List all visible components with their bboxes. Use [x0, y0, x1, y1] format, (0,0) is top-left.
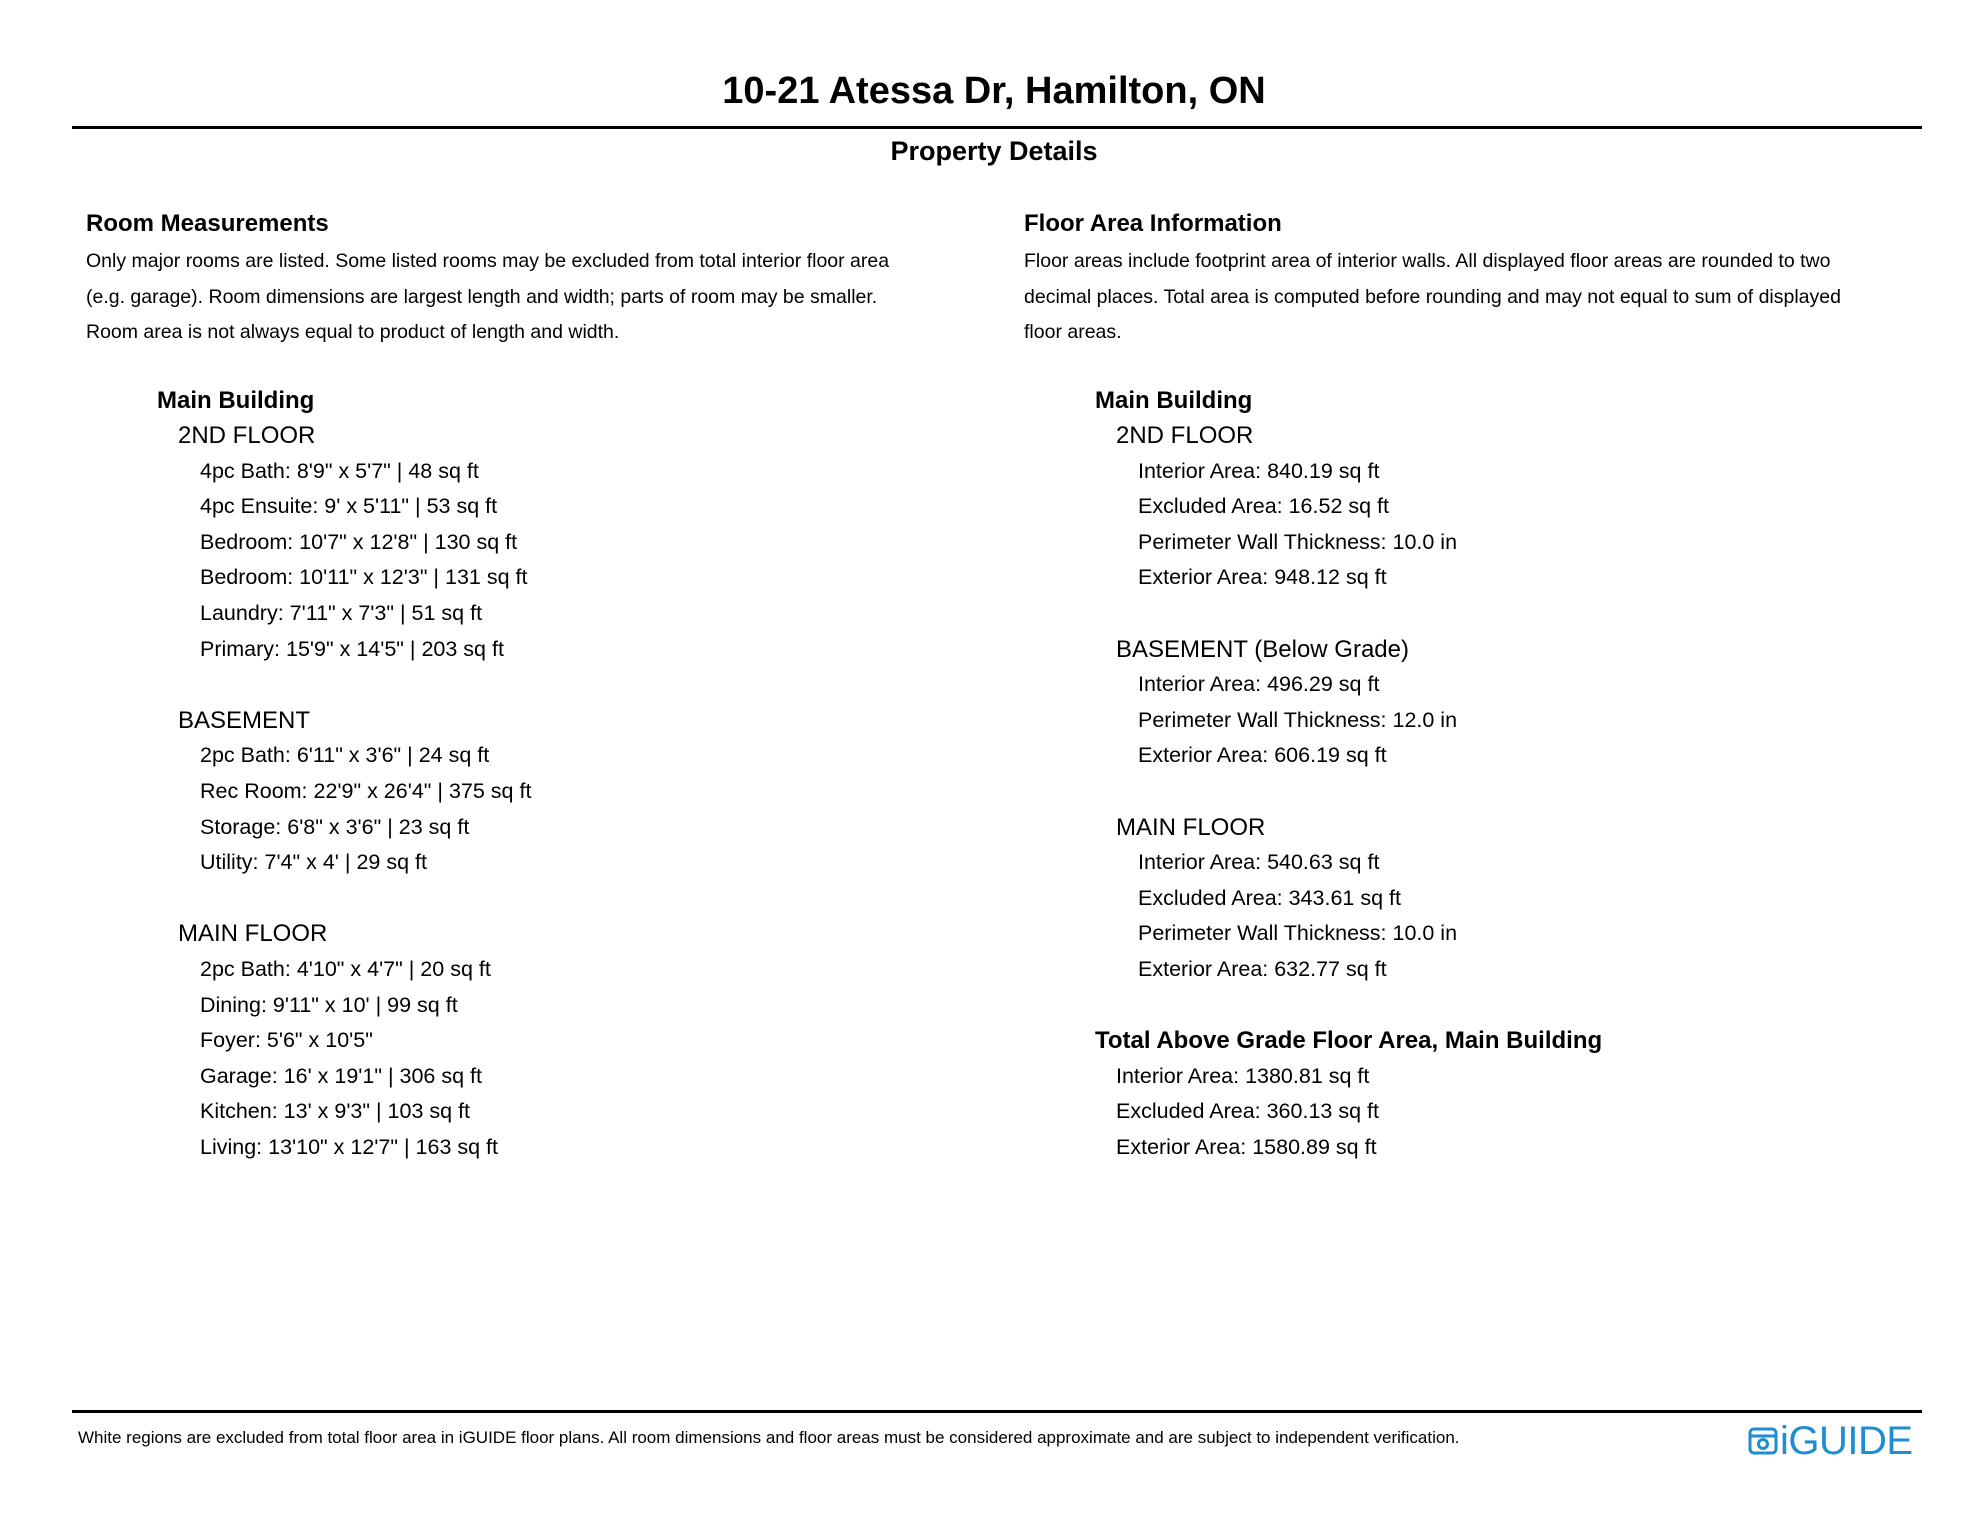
total-area-item: Exterior Area: 1580.89 sq ft — [1116, 1134, 1377, 1159]
note-line: Only major rooms are listed. Some listed rooms may be excluded from total interior floor area — [86, 250, 890, 272]
room-measurements-heading: Room Measurements — [86, 210, 329, 237]
note-line: decimal places. Total area is computed before rounding and may not equal to sum of displayed — [1024, 285, 1841, 308]
note-line: Room area is not always equal to product of length and width. — [86, 321, 620, 343]
iguide-logo — [1748, 1418, 1913, 1464]
floor-main — [178, 916, 1006, 1165]
floor-2nd — [178, 418, 1006, 667]
area-building-block — [1095, 383, 1934, 988]
room-item: Kitchen: 13' x 9'3" | 103 sq ft — [200, 1099, 471, 1124]
room-item: Primary: 15'9" x 14'5" | 203 sq ft — [200, 636, 504, 661]
area-item: Exterior Area: 948.12 sq ft — [1138, 565, 1387, 590]
floor-title: MAIN FLOOR — [178, 920, 328, 948]
floor-area-section — [1024, 206, 1934, 1166]
room-building-block — [157, 383, 1006, 1166]
room-item: 4pc Ensuite: 9' x 5'11" | 53 sq ft — [200, 494, 498, 519]
area-item: Excluded Area: 16.52 sq ft — [1138, 494, 1389, 519]
area-item: Interior Area: 540.63 sq ft — [1138, 850, 1380, 875]
area-item: Exterior Area: 632.77 sq ft — [1138, 957, 1387, 981]
area-item: Interior Area: 840.19 sq ft — [1138, 458, 1380, 483]
floor-title: 2ND FLOOR — [1116, 422, 1254, 450]
area-item: Excluded Area: 343.61 sq ft — [1138, 885, 1401, 910]
building-title: Main Building — [157, 386, 315, 414]
header-divider — [72, 126, 1922, 129]
floor-title: 2ND FLOOR — [178, 422, 316, 450]
room-item: Rec Room: 22'9" x 26'4" | 375 sq ft — [200, 779, 532, 804]
room-item: Foyer: 5'6" x 10'5" — [200, 1028, 373, 1053]
total-area-block — [1095, 1023, 1934, 1165]
page-subtitle: Property Details — [890, 136, 1098, 166]
iguide-logo-text: iGUIDE — [1780, 1419, 1913, 1463]
area-item: Interior Area: 496.29 sq ft — [1138, 672, 1380, 697]
room-item: Living: 13'10" x 12'7" | 163 sq ft — [200, 1134, 498, 1159]
room-item: Laundry: 7'11" x 7'3" | 51 sq ft — [200, 601, 483, 626]
room-item: 2pc Bath: 6'11" x 3'6" | 24 sq ft — [200, 743, 490, 768]
room-measurements-section — [86, 206, 1006, 1201]
room-item: Dining: 9'11" x 10' | 99 sq ft — [200, 992, 458, 1017]
room-item: 2pc Bath: 4'10" x 4'7" | 20 sq ft — [200, 957, 491, 981]
footer-divider — [72, 1410, 1922, 1413]
room-item: Bedroom: 10'11" x 12'3" | 131 sq ft — [200, 565, 528, 590]
room-item: Bedroom: 10'7" x 12'8" | 130 sq ft — [200, 529, 518, 554]
floor-title: BASEMENT — [178, 706, 311, 734]
room-item: Utility: 7'4" x 4' | 29 sq ft — [200, 850, 427, 875]
footer-disclaimer: White regions are excluded from total floor area in iGUIDE floor plans. All room dimensions and floor areas must be considered approximate and are subject to independent verification. — [78, 1428, 1460, 1447]
area-floor-main — [1116, 810, 1934, 988]
room-item: Garage: 16' x 19'1" | 306 sq ft — [200, 1063, 482, 1088]
floor-area-note — [1024, 244, 1934, 351]
area-floor-basement — [1116, 632, 1934, 774]
note-line: Floor areas include footprint area of interior walls. All displayed floor areas are rounded to two — [1024, 250, 1831, 272]
floor-title: MAIN FLOOR — [1116, 813, 1266, 841]
room-measurements-note — [86, 244, 1006, 351]
total-area-title: Total Above Grade Floor Area, Main Building — [1095, 1027, 1603, 1055]
page-title: 10-21 Atessa Dr, Hamilton, ON — [722, 70, 1266, 112]
area-item: Perimeter Wall Thickness: 10.0 in — [1138, 529, 1458, 554]
area-item: Exterior Area: 606.19 sq ft — [1138, 743, 1387, 768]
floor-area-heading: Floor Area Information — [1024, 210, 1282, 237]
floor-basement — [178, 703, 1006, 881]
area-item: Perimeter Wall Thickness: 10.0 in — [1138, 921, 1458, 946]
floor-title: BASEMENT (Below Grade) — [1116, 635, 1409, 663]
building-title: Main Building — [1095, 386, 1253, 414]
area-floor-2nd — [1116, 418, 1934, 596]
room-item: Storage: 6'8" x 3'6" | 23 sq ft — [200, 814, 470, 839]
total-area-item: Excluded Area: 360.13 sq ft — [1116, 1099, 1379, 1124]
note-line: floor areas. — [1024, 321, 1122, 343]
note-line: (e.g. garage). Room dimensions are largest length and width; parts of room may be smaller. — [86, 285, 878, 308]
iguide-logo-icon — [1748, 1426, 1778, 1456]
room-item: 4pc Bath: 8'9" x 5'7" | 48 sq ft — [200, 458, 479, 483]
area-item: Perimeter Wall Thickness: 12.0 in — [1138, 707, 1458, 732]
total-area-item: Interior Area: 1380.81 sq ft — [1116, 1063, 1370, 1088]
